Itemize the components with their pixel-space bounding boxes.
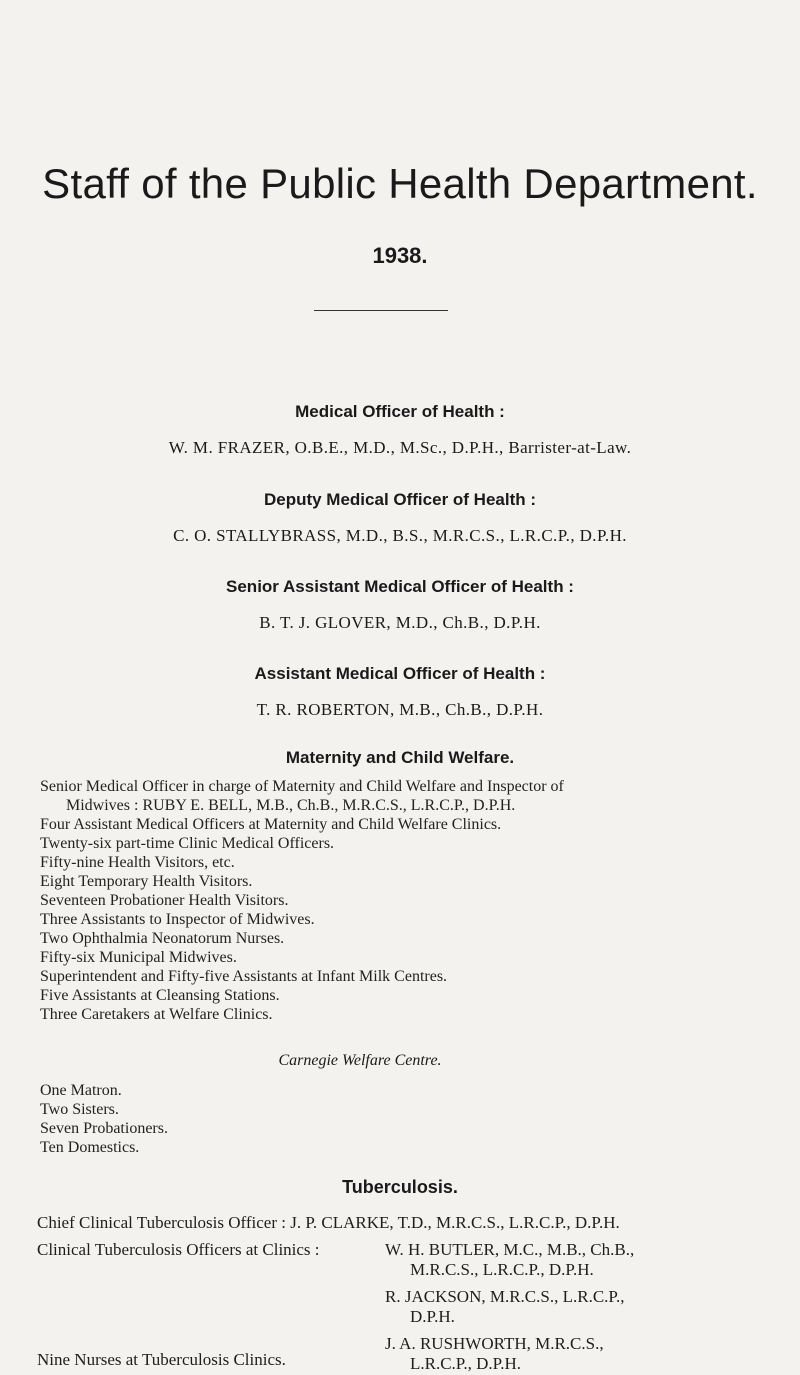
page-year: 1938. [372, 243, 428, 268]
tb-officer-line: L.R.C.P., D.P.H. [410, 1354, 522, 1373]
maternity-heading: Maternity and Child Welfare. [285, 748, 515, 767]
deputy-heading: Deputy Medical Officer of Health : [263, 490, 537, 509]
maternity-line: Fifty-nine Health Visitors, etc. [40, 854, 235, 871]
maternity-line: Three Assistants to Inspector of Midwives. [40, 911, 315, 928]
carnegie-line: Two Sisters. [40, 1101, 119, 1118]
maternity-line: Three Caretakers at Welfare Clinics. [40, 1006, 273, 1023]
assistant-name: T. R. ROBERTON, M.B., Ch.B., D.P.H. [256, 700, 544, 719]
tb-officer-line: M.R.C.S., L.R.C.P., D.P.H. [410, 1260, 594, 1279]
maternity-line: Midwives : RUBY E. BELL, M.B., Ch.B., M.R.C.S., L.R.C.P., D.P.H. [66, 797, 516, 814]
carnegie-line: Ten Domestics. [40, 1139, 140, 1156]
maternity-line: Twenty-six part-time Clinic Medical Officers. [40, 835, 335, 852]
deputy-name: C. O. STALLYBRASS, M.D., B.S., M.R.C.S., L.R.C.P., D.P.H. [173, 526, 627, 545]
senior-assistant-heading: Senior Assistant Medical Officer of Health : [226, 577, 574, 596]
assistant-heading: Assistant Medical Officer of Health : [254, 664, 546, 683]
maternity-line: Fifty-six Municipal Midwives. [40, 949, 237, 966]
tb-officer-line: W. H. BUTLER, M.C., M.B., Ch.B., [385, 1240, 635, 1259]
chief-tb-officer: Chief Clinical Tuberculosis Officer : J. P. CLARKE, T.D., M.R.C.S., L.R.C.P., D.P.H. [37, 1213, 620, 1232]
tb-officer-line: D.P.H. [410, 1307, 455, 1326]
clinical-tb-label: Clinical Tuberculosis Officers at Clinics : [37, 1240, 320, 1259]
tuberculosis-heading: Tuberculosis. [342, 1177, 458, 1197]
carnegie-line: Seven Probationers. [40, 1120, 168, 1137]
tb-officer-line: J. A. RUSHWORTH, M.R.C.S., [385, 1334, 604, 1353]
tb-nurses-line: Nine Nurses at Tuberculosis Clinics. [37, 1350, 286, 1369]
senior-assistant-name: B. T. J. GLOVER, M.D., Ch.B., D.P.H. [259, 613, 541, 632]
moh-name: W. M. FRAZER, O.B.E., M.D., M.Sc., D.P.H., Barrister-at-Law. [168, 438, 632, 457]
maternity-line: Five Assistants at Cleansing Stations. [40, 987, 280, 1004]
tb-officer-line: R. JACKSON, M.R.C.S., L.R.C.P., [385, 1287, 625, 1306]
carnegie-line: One Matron. [40, 1082, 122, 1099]
moh-heading: Medical Officer of Health : [295, 402, 505, 421]
maternity-line: Eight Temporary Health Visitors. [40, 873, 253, 890]
carnegie-heading: Carnegie Welfare Centre. [278, 1052, 442, 1069]
page-title: Staff of the Public Health Department. [42, 160, 758, 207]
maternity-line: Senior Medical Officer in charge of Maternity and Child Welfare and Inspector of [40, 778, 564, 795]
maternity-line: Superintendent and Fifty-five Assistants at Infant Milk Centres. [40, 968, 448, 985]
maternity-line: Four Assistant Medical Officers at Maternity and Child Welfare Clinics. [40, 816, 502, 833]
divider [314, 310, 448, 311]
maternity-line: Seventeen Probationer Health Visitors. [40, 892, 289, 909]
maternity-line: Two Ophthalmia Neonatorum Nurses. [40, 930, 285, 947]
